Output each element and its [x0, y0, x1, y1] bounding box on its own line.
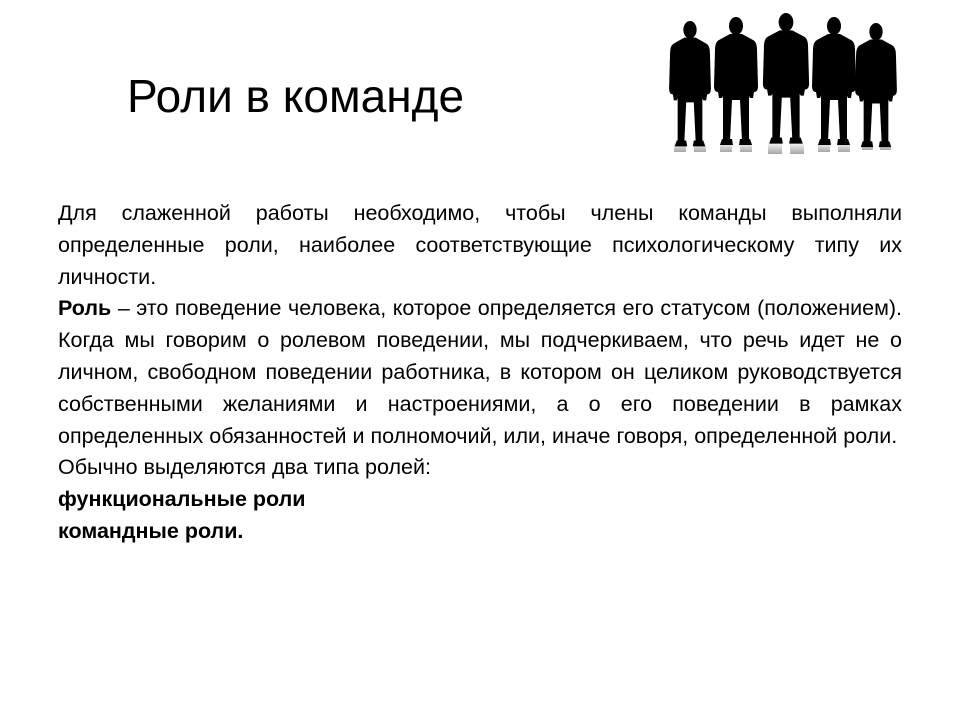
slide-body — [58, 198, 902, 548]
role-types-intro: Обычно выделяются два типа ролей: — [58, 455, 431, 480]
role-type-functional-label: функциональные роли — [58, 487, 306, 512]
intro-paragraph: Для слаженной работы необходимо, чтобы члены команды выполняли определенные роли, наиболее соответствующие психологическому типу их личности. — [58, 201, 902, 289]
role-type-team-label: командные роли. — [58, 518, 244, 543]
slide-title: Роли в команде — [127, 70, 465, 122]
role-type-functional — [58, 484, 902, 516]
business-people-silhouettes-icon — [668, 12, 898, 188]
role-definition-paragraph — [58, 293, 902, 452]
role-term: Роль — [58, 296, 112, 321]
role-definition-text: – это поведение человека, которое определяется его статусом (положением). Когда мы говорим о ролевом поведении, мы подчеркиваем, что речь идет не о личном, свободном поведении работника, в котором он целиком руководствуется собственными желаниями и настроениями, а о его поведении в рамках определенных обязанностей и полномочий, или, иначе говоря, определенной роли. — [58, 296, 902, 448]
role-type-team — [58, 516, 902, 548]
